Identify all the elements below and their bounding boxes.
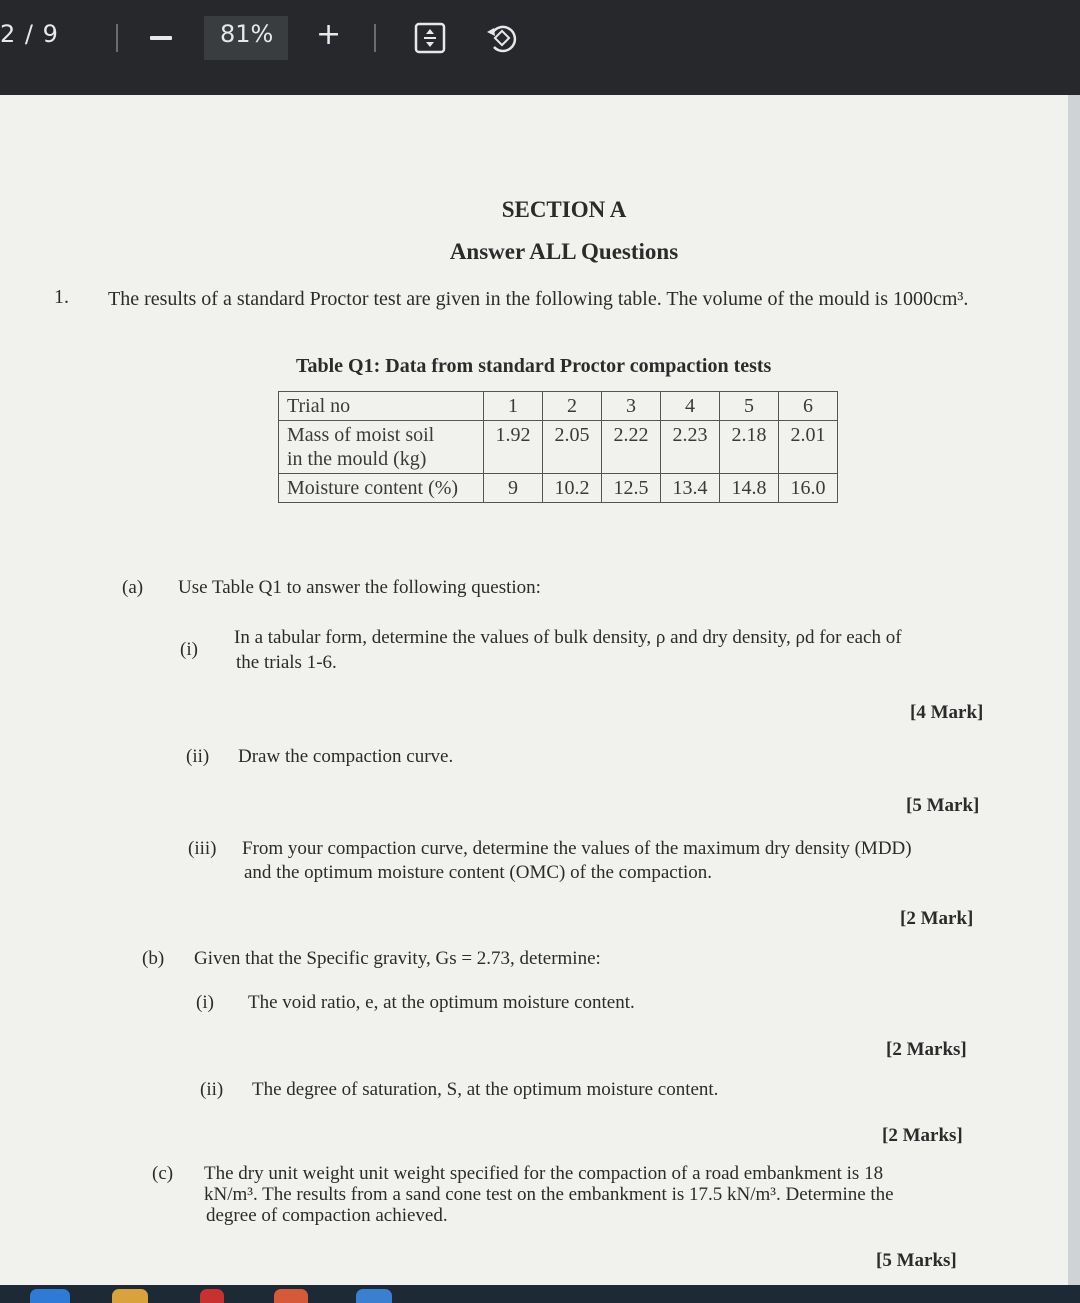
part-a-iii-marks: [2 Mark] bbox=[900, 908, 974, 929]
table-cell: 9 bbox=[484, 474, 543, 503]
table-row bbox=[279, 474, 838, 503]
taskbar-app-icon[interactable] bbox=[200, 1289, 224, 1303]
taskbar-app-icon[interactable] bbox=[30, 1289, 70, 1303]
taskbar-app-icon[interactable] bbox=[112, 1289, 148, 1303]
table-cell: Trial no bbox=[279, 392, 484, 421]
part-b-i-label: (i) bbox=[196, 992, 214, 1013]
part-c-marks: [5 Marks] bbox=[876, 1250, 957, 1271]
table-cell: 2.22 bbox=[602, 421, 661, 474]
table-cell: 1.92 bbox=[484, 421, 543, 474]
zoom-in-icon[interactable]: + bbox=[316, 17, 342, 52]
table-cell: 10.2 bbox=[543, 474, 602, 503]
toolbar-divider bbox=[116, 24, 118, 52]
part-a-iii-line2: and the optimum moisture content (OMC) of the compaction. bbox=[244, 862, 713, 883]
part-a-i-line2: the trials 1-6. bbox=[236, 652, 337, 673]
table-cell bbox=[279, 421, 484, 474]
document-page bbox=[0, 95, 1068, 1285]
table-caption: Table Q1: Data from standard Proctor compaction tests bbox=[296, 355, 772, 377]
taskbar-app-icon[interactable] bbox=[356, 1289, 392, 1303]
part-c-line1: The dry unit weight unit weight specified for the compaction of a road embankment is 18 bbox=[204, 1163, 884, 1184]
question-intro: The results of a standard Proctor test are given in the following table. The volume of the mould is 1000cm³. bbox=[108, 288, 969, 310]
table-cell-line: in the mould (kg) bbox=[287, 448, 427, 470]
table-cell: 5 bbox=[720, 392, 779, 421]
part-b-i-marks: [2 Marks] bbox=[886, 1039, 967, 1060]
table-row bbox=[279, 421, 838, 474]
taskbar-app-icon[interactable] bbox=[274, 1289, 308, 1303]
table-cell: Moisture content (%) bbox=[279, 474, 484, 503]
part-b-i-text: The void ratio, e, at the optimum moisture content. bbox=[248, 992, 635, 1013]
table-cell: 2 bbox=[543, 392, 602, 421]
part-c-line3: degree of compaction achieved. bbox=[206, 1205, 448, 1226]
part-a-iii-line1: From your compaction curve, determine the values of the maximum dry density (MDD) bbox=[242, 838, 912, 859]
page-indicator[interactable]: 2 / 9 bbox=[0, 20, 59, 48]
part-b-ii-marks: [2 Marks] bbox=[882, 1125, 963, 1146]
part-a-i-marks: [4 Mark] bbox=[910, 702, 984, 723]
taskbar bbox=[0, 1285, 1080, 1303]
instruction-heading: Answer ALL Questions bbox=[449, 239, 679, 264]
part-a-i-line1: In a tabular form, determine the values of bulk density, ρ and dry density, ρd for each of bbox=[234, 627, 902, 648]
proctor-data-table bbox=[278, 391, 838, 503]
part-a-i-label: (i) bbox=[180, 639, 198, 660]
table-cell: 3 bbox=[602, 392, 661, 421]
part-c-label: (c) bbox=[152, 1163, 174, 1184]
table-row bbox=[279, 392, 838, 421]
part-a-iii-label: (iii) bbox=[188, 838, 217, 859]
toolbar-divider bbox=[374, 24, 376, 52]
section-heading: SECTION A bbox=[501, 197, 627, 222]
table-cell: 2.05 bbox=[543, 421, 602, 474]
zoom-out-icon[interactable] bbox=[150, 36, 172, 40]
table-cell: 4 bbox=[661, 392, 720, 421]
part-a-text: Use Table Q1 to answer the following question: bbox=[178, 577, 541, 598]
table-cell: 2.01 bbox=[779, 421, 838, 474]
part-a-ii-marks: [5 Mark] bbox=[906, 795, 980, 816]
table-cell: 13.4 bbox=[661, 474, 720, 503]
rotate-icon[interactable] bbox=[484, 20, 520, 56]
part-a-ii-text: Draw the compaction curve. bbox=[238, 746, 454, 767]
zoom-level[interactable]: 81% bbox=[220, 20, 274, 48]
question-number: 1. bbox=[54, 286, 69, 308]
table-cell: 2.18 bbox=[720, 421, 779, 474]
part-b-ii-label: (ii) bbox=[200, 1079, 224, 1100]
part-a-ii-label: (ii) bbox=[186, 746, 210, 767]
part-a-label: (a) bbox=[122, 577, 144, 598]
part-b-ii-text: The degree of saturation, S, at the optimum moisture content. bbox=[252, 1079, 719, 1100]
table-cell: 16.0 bbox=[779, 474, 838, 503]
table-cell: 6 bbox=[779, 392, 838, 421]
pdf-toolbar bbox=[0, 0, 1080, 95]
fit-page-icon[interactable] bbox=[414, 22, 446, 54]
table-cell: 14.8 bbox=[720, 474, 779, 503]
table-cell: 12.5 bbox=[602, 474, 661, 503]
table-cell-line: Mass of moist soil bbox=[287, 424, 435, 446]
part-b-text: Given that the Specific gravity, Gs = 2.73, determine: bbox=[194, 948, 601, 969]
part-b-label: (b) bbox=[142, 948, 165, 969]
part-c-line2: kN/m³. The results from a sand cone test on the embankment is 17.5 kN/m³. Determine the bbox=[204, 1184, 894, 1205]
table-cell: 2.23 bbox=[661, 421, 720, 474]
table-cell: 1 bbox=[484, 392, 543, 421]
